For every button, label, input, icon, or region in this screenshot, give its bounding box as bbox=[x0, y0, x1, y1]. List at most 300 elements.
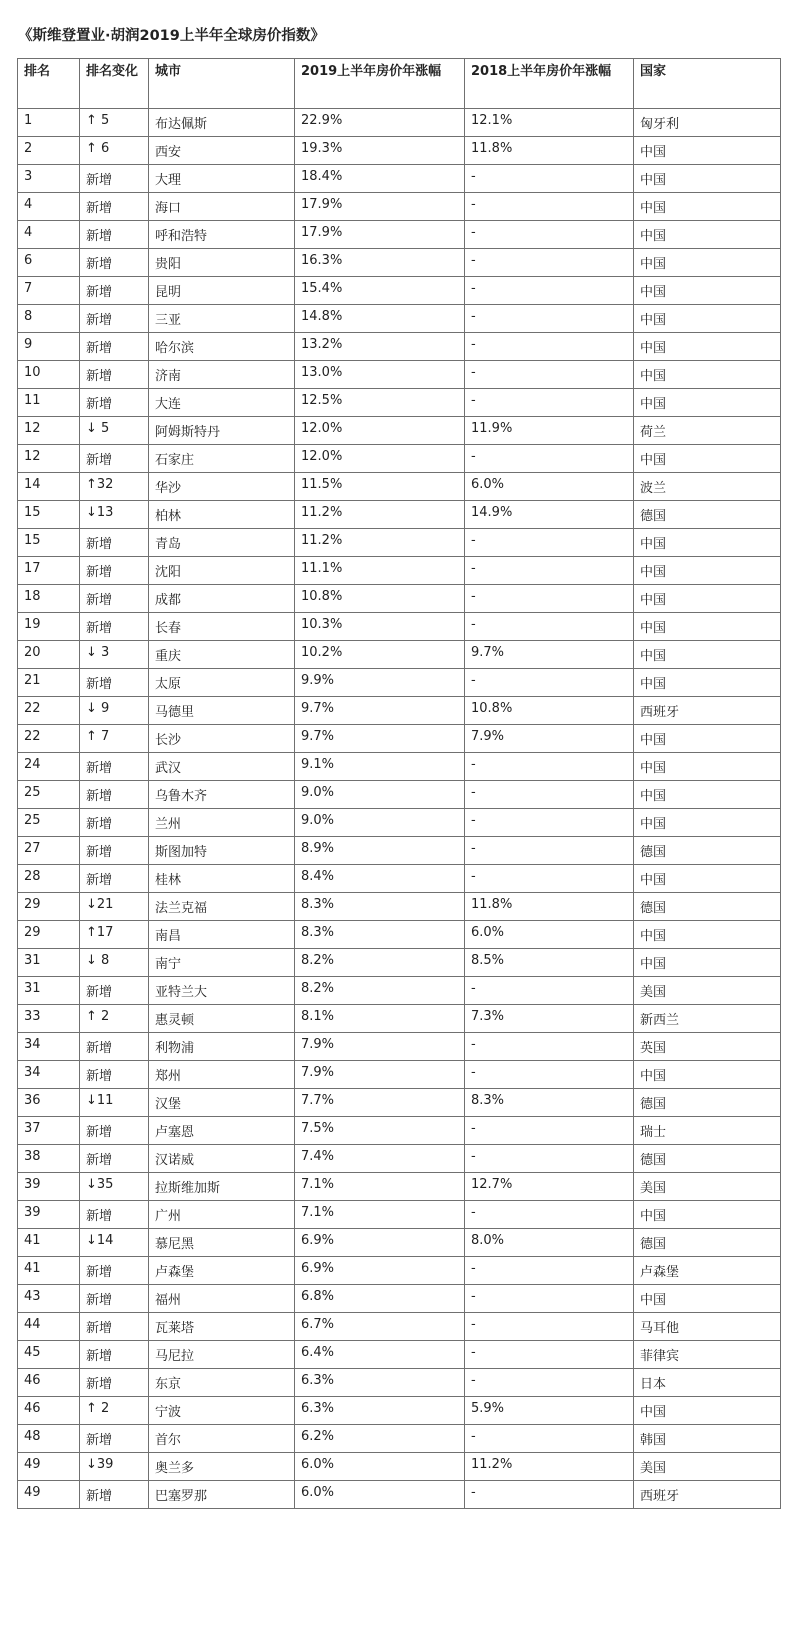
table-row bbox=[18, 1425, 781, 1453]
rank-cell: 39 bbox=[18, 1173, 80, 1201]
growth-2018-cell: 6.0% bbox=[465, 921, 634, 949]
city-cell: 太原 bbox=[149, 669, 295, 697]
rank-cell: 19 bbox=[18, 613, 80, 641]
growth-2018-cell: - bbox=[465, 1341, 634, 1369]
rank-change-cell: 新增 bbox=[80, 1033, 149, 1061]
header-country: 国家 bbox=[634, 59, 781, 109]
city-cell: 兰州 bbox=[149, 809, 295, 837]
city-cell: 柏林 bbox=[149, 501, 295, 529]
country-cell: 中国 bbox=[634, 641, 781, 669]
country-cell: 中国 bbox=[634, 137, 781, 165]
growth-2018-cell: 14.9% bbox=[465, 501, 634, 529]
city-cell: 郑州 bbox=[149, 1061, 295, 1089]
table-row bbox=[18, 697, 781, 725]
growth-2018-cell: 7.9% bbox=[465, 725, 634, 753]
country-cell: 中国 bbox=[634, 1397, 781, 1425]
growth-2018-cell: - bbox=[465, 1313, 634, 1341]
rank-change-cell: 新增 bbox=[80, 585, 149, 613]
growth-2019-cell: 6.3% bbox=[295, 1397, 465, 1425]
growth-2018-cell: - bbox=[465, 221, 634, 249]
growth-2018-cell: 5.9% bbox=[465, 1397, 634, 1425]
growth-2019-cell: 10.3% bbox=[295, 613, 465, 641]
growth-2018-cell: - bbox=[465, 333, 634, 361]
rank-change-cell: 新增 bbox=[80, 277, 149, 305]
table-row bbox=[18, 361, 781, 389]
rank-change-cell: ↑ 2 bbox=[80, 1397, 149, 1425]
country-cell: 德国 bbox=[634, 893, 781, 921]
country-cell: 德国 bbox=[634, 1145, 781, 1173]
city-cell: 汉堡 bbox=[149, 1089, 295, 1117]
growth-2019-cell: 6.0% bbox=[295, 1453, 465, 1481]
growth-2019-cell: 9.0% bbox=[295, 781, 465, 809]
city-cell: 华沙 bbox=[149, 473, 295, 501]
rank-cell: 29 bbox=[18, 921, 80, 949]
growth-2019-cell: 6.2% bbox=[295, 1425, 465, 1453]
rank-change-cell: 新增 bbox=[80, 193, 149, 221]
growth-2018-cell: 8.5% bbox=[465, 949, 634, 977]
country-cell: 中国 bbox=[634, 865, 781, 893]
rank-cell: 31 bbox=[18, 977, 80, 1005]
city-cell: 大理 bbox=[149, 165, 295, 193]
growth-2019-cell: 8.9% bbox=[295, 837, 465, 865]
growth-2018-cell: - bbox=[465, 781, 634, 809]
rank-change-cell: 新增 bbox=[80, 1257, 149, 1285]
rank-cell: 4 bbox=[18, 221, 80, 249]
city-cell: 武汉 bbox=[149, 753, 295, 781]
rank-change-cell: 新增 bbox=[80, 1481, 149, 1509]
growth-2018-cell: - bbox=[465, 1033, 634, 1061]
city-cell: 济南 bbox=[149, 361, 295, 389]
city-cell: 东京 bbox=[149, 1369, 295, 1397]
rank-cell: 8 bbox=[18, 305, 80, 333]
table-row bbox=[18, 277, 781, 305]
city-cell: 利物浦 bbox=[149, 1033, 295, 1061]
rank-cell: 49 bbox=[18, 1453, 80, 1481]
rank-cell: 6 bbox=[18, 249, 80, 277]
country-cell: 中国 bbox=[634, 249, 781, 277]
table-row bbox=[18, 641, 781, 669]
rank-change-cell: 新增 bbox=[80, 305, 149, 333]
rank-cell: 12 bbox=[18, 417, 80, 445]
growth-2018-cell: - bbox=[465, 1481, 634, 1509]
city-cell: 西安 bbox=[149, 137, 295, 165]
city-cell: 马德里 bbox=[149, 697, 295, 725]
country-cell: 中国 bbox=[634, 389, 781, 417]
growth-2019-cell: 17.9% bbox=[295, 221, 465, 249]
rank-cell: 12 bbox=[18, 445, 80, 473]
growth-2018-cell: - bbox=[465, 389, 634, 417]
rank-change-cell: 新增 bbox=[80, 445, 149, 473]
city-cell: 贵阳 bbox=[149, 249, 295, 277]
table-row bbox=[18, 333, 781, 361]
rank-cell: 1 bbox=[18, 109, 80, 137]
growth-2019-cell: 7.7% bbox=[295, 1089, 465, 1117]
country-cell: 英国 bbox=[634, 1033, 781, 1061]
city-cell: 宁波 bbox=[149, 1397, 295, 1425]
rank-cell: 2 bbox=[18, 137, 80, 165]
country-cell: 中国 bbox=[634, 165, 781, 193]
country-cell: 中国 bbox=[634, 781, 781, 809]
table-row bbox=[18, 1313, 781, 1341]
growth-2019-cell: 13.2% bbox=[295, 333, 465, 361]
rank-change-cell: ↓ 9 bbox=[80, 697, 149, 725]
growth-2019-cell: 7.1% bbox=[295, 1201, 465, 1229]
table-row bbox=[18, 501, 781, 529]
country-cell: 中国 bbox=[634, 949, 781, 977]
growth-2018-cell: - bbox=[465, 1061, 634, 1089]
city-cell: 斯图加特 bbox=[149, 837, 295, 865]
city-cell: 南昌 bbox=[149, 921, 295, 949]
country-cell: 中国 bbox=[634, 193, 781, 221]
growth-2019-cell: 7.4% bbox=[295, 1145, 465, 1173]
rank-cell: 27 bbox=[18, 837, 80, 865]
table-row bbox=[18, 753, 781, 781]
growth-2018-cell: 12.1% bbox=[465, 109, 634, 137]
growth-2018-cell: - bbox=[465, 361, 634, 389]
growth-2019-cell: 10.8% bbox=[295, 585, 465, 613]
rank-change-cell: ↓ 3 bbox=[80, 641, 149, 669]
growth-2019-cell: 8.2% bbox=[295, 977, 465, 1005]
rank-cell: 22 bbox=[18, 725, 80, 753]
rank-cell: 43 bbox=[18, 1285, 80, 1313]
growth-2019-cell: 22.9% bbox=[295, 109, 465, 137]
table-row bbox=[18, 1117, 781, 1145]
country-cell: 中国 bbox=[634, 1061, 781, 1089]
table-row bbox=[18, 669, 781, 697]
country-cell: 德国 bbox=[634, 501, 781, 529]
growth-2019-cell: 11.1% bbox=[295, 557, 465, 585]
table-row bbox=[18, 1201, 781, 1229]
country-cell: 中国 bbox=[634, 557, 781, 585]
rank-change-cell: 新增 bbox=[80, 669, 149, 697]
country-cell: 中国 bbox=[634, 809, 781, 837]
header-2018-growth: 2018上半年房价年涨幅 bbox=[465, 59, 634, 109]
rank-change-cell: ↓13 bbox=[80, 501, 149, 529]
table-row bbox=[18, 473, 781, 501]
growth-2019-cell: 9.0% bbox=[295, 809, 465, 837]
city-cell: 海口 bbox=[149, 193, 295, 221]
growth-2019-cell: 8.4% bbox=[295, 865, 465, 893]
city-cell: 拉斯维加斯 bbox=[149, 1173, 295, 1201]
table-row bbox=[18, 137, 781, 165]
rank-change-cell: ↓14 bbox=[80, 1229, 149, 1257]
rank-change-cell: 新增 bbox=[80, 1285, 149, 1313]
country-cell: 西班牙 bbox=[634, 1481, 781, 1509]
table-row bbox=[18, 1089, 781, 1117]
rank-change-cell: ↓ 5 bbox=[80, 417, 149, 445]
rank-change-cell: 新增 bbox=[80, 1425, 149, 1453]
rank-cell: 41 bbox=[18, 1257, 80, 1285]
rank-change-cell: ↓21 bbox=[80, 893, 149, 921]
country-cell: 中国 bbox=[634, 921, 781, 949]
table-row bbox=[18, 1033, 781, 1061]
country-cell: 匈牙利 bbox=[634, 109, 781, 137]
table-row bbox=[18, 1285, 781, 1313]
growth-2018-cell: 7.3% bbox=[465, 1005, 634, 1033]
rank-cell: 46 bbox=[18, 1369, 80, 1397]
country-cell: 中国 bbox=[634, 333, 781, 361]
growth-2019-cell: 6.4% bbox=[295, 1341, 465, 1369]
city-cell: 法兰克福 bbox=[149, 893, 295, 921]
table-row bbox=[18, 1061, 781, 1089]
growth-2019-cell: 15.4% bbox=[295, 277, 465, 305]
rank-cell: 25 bbox=[18, 809, 80, 837]
city-cell: 阿姆斯特丹 bbox=[149, 417, 295, 445]
city-cell: 马尼拉 bbox=[149, 1341, 295, 1369]
rank-change-cell: ↑ 5 bbox=[80, 109, 149, 137]
growth-2018-cell: - bbox=[465, 585, 634, 613]
growth-2019-cell: 8.2% bbox=[295, 949, 465, 977]
country-cell: 新西兰 bbox=[634, 1005, 781, 1033]
rank-cell: 9 bbox=[18, 333, 80, 361]
rank-change-cell: 新增 bbox=[80, 361, 149, 389]
rank-cell: 34 bbox=[18, 1061, 80, 1089]
city-cell: 福州 bbox=[149, 1285, 295, 1313]
city-cell: 成都 bbox=[149, 585, 295, 613]
growth-2018-cell: - bbox=[465, 669, 634, 697]
city-cell: 昆明 bbox=[149, 277, 295, 305]
table-row bbox=[18, 417, 781, 445]
rank-change-cell: 新增 bbox=[80, 1201, 149, 1229]
growth-2019-cell: 14.8% bbox=[295, 305, 465, 333]
growth-2018-cell: - bbox=[465, 165, 634, 193]
growth-2018-cell: 8.3% bbox=[465, 1089, 634, 1117]
rank-change-cell: ↓11 bbox=[80, 1089, 149, 1117]
city-cell: 慕尼黑 bbox=[149, 1229, 295, 1257]
growth-2019-cell: 11.2% bbox=[295, 529, 465, 557]
city-cell: 长沙 bbox=[149, 725, 295, 753]
rank-change-cell: ↓39 bbox=[80, 1453, 149, 1481]
table-row bbox=[18, 557, 781, 585]
growth-2018-cell: - bbox=[465, 1369, 634, 1397]
rank-cell: 48 bbox=[18, 1425, 80, 1453]
header-city: 城市 bbox=[149, 59, 295, 109]
country-cell: 美国 bbox=[634, 977, 781, 1005]
growth-2018-cell: - bbox=[465, 809, 634, 837]
table-row bbox=[18, 1397, 781, 1425]
growth-2018-cell: - bbox=[465, 865, 634, 893]
growth-2019-cell: 18.4% bbox=[295, 165, 465, 193]
growth-2019-cell: 8.3% bbox=[295, 893, 465, 921]
rank-change-cell: 新增 bbox=[80, 557, 149, 585]
city-cell: 沈阳 bbox=[149, 557, 295, 585]
country-cell: 中国 bbox=[634, 221, 781, 249]
rank-cell: 49 bbox=[18, 1481, 80, 1509]
growth-2018-cell: - bbox=[465, 445, 634, 473]
rank-cell: 14 bbox=[18, 473, 80, 501]
growth-2018-cell: 11.9% bbox=[465, 417, 634, 445]
growth-2019-cell: 6.8% bbox=[295, 1285, 465, 1313]
rank-cell: 44 bbox=[18, 1313, 80, 1341]
city-cell: 大连 bbox=[149, 389, 295, 417]
table-row bbox=[18, 1481, 781, 1509]
growth-2018-cell: - bbox=[465, 1425, 634, 1453]
country-cell: 中国 bbox=[634, 361, 781, 389]
growth-2018-cell: 10.8% bbox=[465, 697, 634, 725]
growth-2018-cell: - bbox=[465, 557, 634, 585]
rank-change-cell: 新增 bbox=[80, 1341, 149, 1369]
header-rank: 排名 bbox=[18, 59, 80, 109]
growth-2018-cell: 11.8% bbox=[465, 893, 634, 921]
table-row bbox=[18, 837, 781, 865]
country-cell: 荷兰 bbox=[634, 417, 781, 445]
city-cell: 青岛 bbox=[149, 529, 295, 557]
country-cell: 美国 bbox=[634, 1173, 781, 1201]
rank-cell: 46 bbox=[18, 1397, 80, 1425]
growth-2019-cell: 6.9% bbox=[295, 1229, 465, 1257]
rank-cell: 28 bbox=[18, 865, 80, 893]
growth-2018-cell: 12.7% bbox=[465, 1173, 634, 1201]
city-cell: 呼和浩特 bbox=[149, 221, 295, 249]
growth-2019-cell: 16.3% bbox=[295, 249, 465, 277]
rank-change-cell: 新增 bbox=[80, 809, 149, 837]
rank-cell: 15 bbox=[18, 501, 80, 529]
header-rank-change: 排名变化 bbox=[80, 59, 149, 109]
country-cell: 中国 bbox=[634, 753, 781, 781]
growth-2019-cell: 10.2% bbox=[295, 641, 465, 669]
growth-2018-cell: - bbox=[465, 277, 634, 305]
table-row bbox=[18, 1453, 781, 1481]
table-row bbox=[18, 1257, 781, 1285]
rank-change-cell: 新增 bbox=[80, 977, 149, 1005]
rank-cell: 24 bbox=[18, 753, 80, 781]
rank-cell: 25 bbox=[18, 781, 80, 809]
table-row bbox=[18, 949, 781, 977]
rank-cell: 38 bbox=[18, 1145, 80, 1173]
rank-cell: 15 bbox=[18, 529, 80, 557]
table-row bbox=[18, 921, 781, 949]
rank-change-cell: ↑ 6 bbox=[80, 137, 149, 165]
growth-2019-cell: 17.9% bbox=[295, 193, 465, 221]
growth-2018-cell: - bbox=[465, 1285, 634, 1313]
rank-cell: 17 bbox=[18, 557, 80, 585]
country-cell: 中国 bbox=[634, 1201, 781, 1229]
city-cell: 汉诺威 bbox=[149, 1145, 295, 1173]
country-cell: 西班牙 bbox=[634, 697, 781, 725]
table-row bbox=[18, 109, 781, 137]
table-row bbox=[18, 1369, 781, 1397]
rank-cell: 37 bbox=[18, 1117, 80, 1145]
country-cell: 德国 bbox=[634, 1089, 781, 1117]
growth-2019-cell: 12.0% bbox=[295, 417, 465, 445]
growth-2019-cell: 13.0% bbox=[295, 361, 465, 389]
table-row bbox=[18, 809, 781, 837]
country-cell: 中国 bbox=[634, 305, 781, 333]
rank-change-cell: 新增 bbox=[80, 529, 149, 557]
rank-cell: 31 bbox=[18, 949, 80, 977]
table-row bbox=[18, 893, 781, 921]
country-cell: 菲律宾 bbox=[634, 1341, 781, 1369]
header-2019-growth: 2019上半年房价年涨幅 bbox=[295, 59, 465, 109]
growth-2019-cell: 9.1% bbox=[295, 753, 465, 781]
country-cell: 中国 bbox=[634, 669, 781, 697]
table-row bbox=[18, 305, 781, 333]
city-cell: 桂林 bbox=[149, 865, 295, 893]
growth-2019-cell: 7.5% bbox=[295, 1117, 465, 1145]
document-title: 《斯维登置业·胡润2019上半年全球房价指数》 bbox=[18, 28, 325, 44]
growth-2019-cell: 8.1% bbox=[295, 1005, 465, 1033]
rank-cell: 21 bbox=[18, 669, 80, 697]
growth-2018-cell: - bbox=[465, 1117, 634, 1145]
growth-2019-cell: 7.9% bbox=[295, 1061, 465, 1089]
table-row bbox=[18, 193, 781, 221]
growth-2018-cell: - bbox=[465, 1257, 634, 1285]
rank-change-cell: 新增 bbox=[80, 221, 149, 249]
growth-2018-cell: - bbox=[465, 1201, 634, 1229]
city-cell: 奥兰多 bbox=[149, 1453, 295, 1481]
growth-2018-cell: - bbox=[465, 613, 634, 641]
city-cell: 哈尔滨 bbox=[149, 333, 295, 361]
growth-2018-cell: - bbox=[465, 1145, 634, 1173]
table-body bbox=[18, 109, 781, 1509]
rank-change-cell: ↑ 2 bbox=[80, 1005, 149, 1033]
rank-cell: 29 bbox=[18, 893, 80, 921]
rank-change-cell: 新增 bbox=[80, 389, 149, 417]
country-cell: 中国 bbox=[634, 585, 781, 613]
rank-change-cell: ↓ 8 bbox=[80, 949, 149, 977]
table-row bbox=[18, 1229, 781, 1257]
city-cell: 重庆 bbox=[149, 641, 295, 669]
table-row bbox=[18, 445, 781, 473]
rank-cell: 18 bbox=[18, 585, 80, 613]
rank-cell: 4 bbox=[18, 193, 80, 221]
growth-2019-cell: 9.7% bbox=[295, 725, 465, 753]
city-cell: 南宁 bbox=[149, 949, 295, 977]
table-row bbox=[18, 1145, 781, 1173]
table-row bbox=[18, 781, 781, 809]
rank-change-cell: 新增 bbox=[80, 1313, 149, 1341]
rank-cell: 33 bbox=[18, 1005, 80, 1033]
growth-2019-cell: 12.5% bbox=[295, 389, 465, 417]
city-cell: 首尔 bbox=[149, 1425, 295, 1453]
rank-cell: 39 bbox=[18, 1201, 80, 1229]
table-row bbox=[18, 977, 781, 1005]
rank-change-cell: 新增 bbox=[80, 865, 149, 893]
growth-2018-cell: - bbox=[465, 249, 634, 277]
table-row bbox=[18, 1341, 781, 1369]
rank-cell: 34 bbox=[18, 1033, 80, 1061]
growth-2018-cell: 11.8% bbox=[465, 137, 634, 165]
rank-change-cell: 新增 bbox=[80, 333, 149, 361]
country-cell: 波兰 bbox=[634, 473, 781, 501]
rank-change-cell: 新增 bbox=[80, 1369, 149, 1397]
growth-2018-cell: - bbox=[465, 193, 634, 221]
rank-change-cell: 新增 bbox=[80, 1117, 149, 1145]
rank-cell: 11 bbox=[18, 389, 80, 417]
rank-change-cell: 新增 bbox=[80, 753, 149, 781]
rank-cell: 36 bbox=[18, 1089, 80, 1117]
growth-2019-cell: 12.0% bbox=[295, 445, 465, 473]
growth-2018-cell: - bbox=[465, 305, 634, 333]
growth-2018-cell: 11.2% bbox=[465, 1453, 634, 1481]
table-row bbox=[18, 613, 781, 641]
city-cell: 广州 bbox=[149, 1201, 295, 1229]
table-row bbox=[18, 249, 781, 277]
table-row bbox=[18, 1173, 781, 1201]
growth-2019-cell: 9.7% bbox=[295, 697, 465, 725]
growth-2019-cell: 7.1% bbox=[295, 1173, 465, 1201]
growth-2018-cell: 8.0% bbox=[465, 1229, 634, 1257]
city-cell: 布达佩斯 bbox=[149, 109, 295, 137]
country-cell: 德国 bbox=[634, 1229, 781, 1257]
rank-change-cell: ↑ 7 bbox=[80, 725, 149, 753]
table-row bbox=[18, 529, 781, 557]
country-cell: 卢森堡 bbox=[634, 1257, 781, 1285]
rank-cell: 45 bbox=[18, 1341, 80, 1369]
rank-change-cell: 新增 bbox=[80, 165, 149, 193]
growth-2019-cell: 6.0% bbox=[295, 1481, 465, 1509]
country-cell: 马耳他 bbox=[634, 1313, 781, 1341]
